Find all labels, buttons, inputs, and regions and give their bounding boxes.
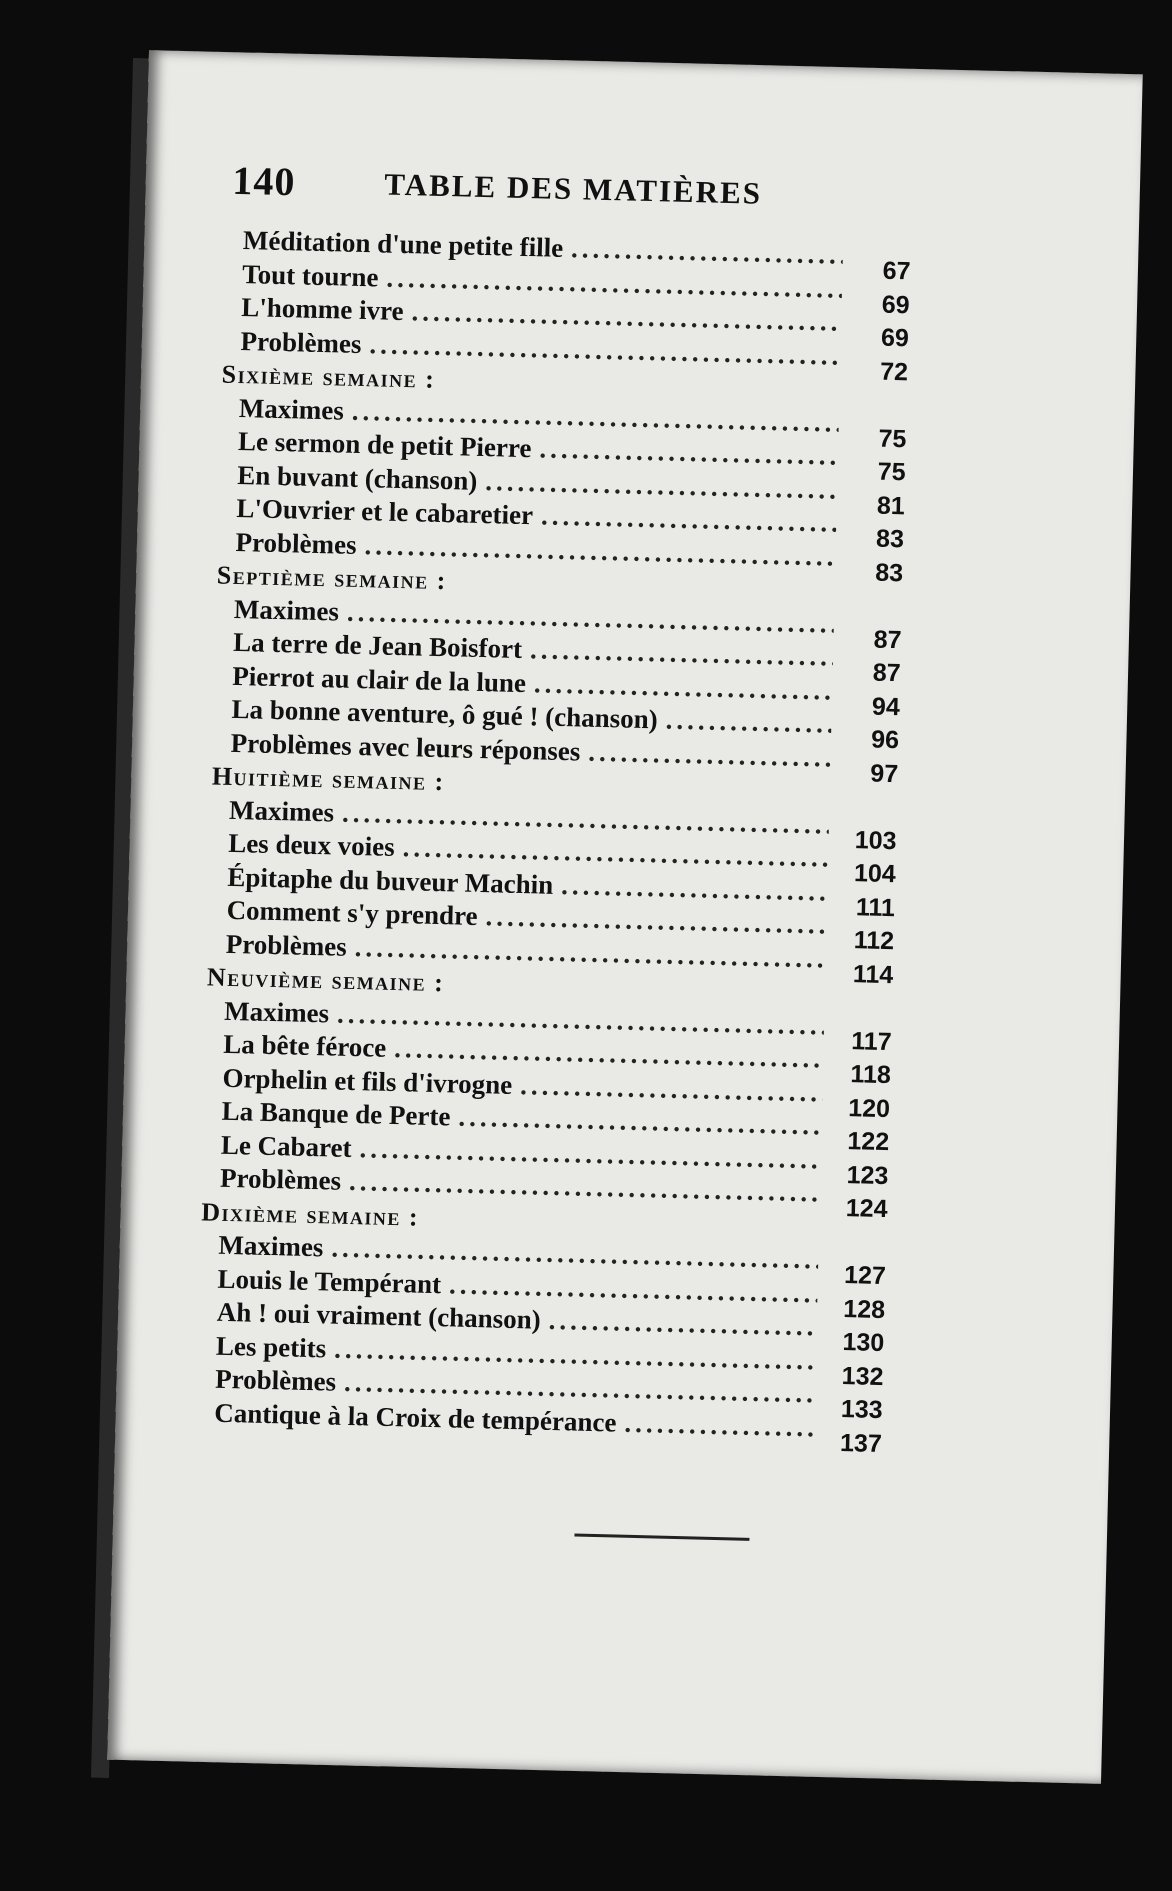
toc-entry-page: 120 — [847, 1093, 891, 1123]
toc-entry-title: Cantique à la Croix de tempérance — [214, 1397, 617, 1438]
toc-entry-page: 124 — [845, 1194, 888, 1224]
toc-entry-title: Les deux voies — [227, 827, 396, 862]
toc-entry-title: L'Ouvrier et le cabaretier — [236, 492, 534, 531]
toc-entry-page: 81 — [876, 491, 906, 520]
toc-entry-title: La bonne aventure, ô gué ! (chanson) — [231, 693, 659, 735]
toc-entry-page: 112 — [853, 926, 895, 956]
toc-entry-title: Maximes — [228, 794, 335, 827]
toc-entry-title: Le sermon de petit Pierre — [237, 426, 532, 464]
toc-entry-title: Problèmes — [240, 325, 362, 359]
toc-entry-title: Maximes — [238, 392, 345, 426]
dot-leader — [624, 1406, 815, 1444]
toc-entry-title: Maximes — [218, 1229, 324, 1263]
toc-entry-page: 103 — [854, 825, 897, 855]
running-head: TABLE DES MATIÈRES — [384, 166, 763, 211]
toc-entry-page: 97 — [870, 759, 899, 788]
section-title: Neuvième semaine : — [206, 962, 445, 998]
toc-entry-title: L'homme ivre — [241, 292, 404, 326]
toc-entry-title: La bête féroce — [223, 1028, 387, 1063]
toc-entry-title: Problèmes — [225, 928, 348, 962]
toc-entry-page: 123 — [846, 1160, 889, 1190]
toc-entry-title: Les petits — [215, 1330, 327, 1363]
section-title: Huitième semaine : — [211, 761, 446, 797]
toc-entry-page: 133 — [840, 1395, 883, 1425]
toc-entry-title: Problèmes — [214, 1363, 337, 1397]
toc-entry-title: La terre de Jean Boisfort — [232, 626, 523, 664]
toc-entry-page: 137 — [839, 1428, 883, 1458]
page-number: 140 — [231, 157, 297, 205]
toc-entry-page: 67 — [882, 256, 911, 286]
toc-entry-title: Comment s'y prendre — [226, 894, 478, 931]
toc-entry-title: La Banque de Perte — [221, 1095, 451, 1132]
toc-entry-page: 75 — [877, 457, 906, 487]
toc-entry-title: Épitaphe du buveur Machin — [227, 861, 554, 900]
toc-entry-page: 72 — [879, 357, 909, 386]
toc-entry-title: Maximes — [233, 593, 340, 627]
toc-entry-page: 118 — [850, 1060, 892, 1090]
toc-entry-page: 69 — [880, 323, 910, 353]
toc-entry-page: 75 — [878, 424, 907, 453]
dot-leader — [665, 704, 831, 742]
toc-entry-page: 87 — [872, 658, 901, 688]
toc-entry-page: 83 — [874, 558, 904, 587]
section-title: Dixième semaine : — [200, 1196, 420, 1232]
toc-entry-page: 130 — [842, 1328, 885, 1358]
toc-entry-page: 127 — [843, 1261, 887, 1291]
toc-entry-title: Pierrot au clair de la lune — [232, 660, 527, 698]
toc-entry-page: 122 — [847, 1127, 890, 1157]
toc-entry-title: Ah ! oui vraiment (chanson) — [216, 1296, 542, 1335]
toc-entry-title: Problèmes avec leurs réponses — [230, 727, 581, 766]
toc-entry-title: Méditation d'une petite fille — [242, 225, 564, 263]
toc-entry-page: 114 — [852, 959, 894, 989]
toc-entry-title: Problèmes — [219, 1162, 342, 1196]
toc-entry-page: 104 — [853, 859, 897, 889]
toc-entry-title: En buvant (chanson) — [236, 459, 478, 496]
toc-entry-page: 132 — [841, 1361, 884, 1391]
page-header — [231, 157, 933, 211]
toc-entry-page: 87 — [873, 625, 902, 654]
toc-entry-page: 128 — [843, 1294, 886, 1324]
toc-entry-title: Orphelin et fils d'ivrogne — [222, 1062, 513, 1100]
toc-entry-page: 117 — [850, 1026, 892, 1056]
section-title: Septième semaine : — [216, 560, 448, 596]
closing-rule — [574, 1534, 749, 1541]
section-title: Sixième semaine : — [221, 359, 436, 394]
toc-entry-page: 94 — [871, 692, 901, 721]
toc-entry-title: Problèmes — [235, 526, 357, 560]
toc-entry-page: 96 — [870, 725, 900, 755]
toc-entry-page: 111 — [855, 892, 896, 922]
toc-entry-title: Louis le Tempérant — [217, 1263, 442, 1299]
toc-entry-title: Le Cabaret — [220, 1129, 352, 1163]
toc-entry-page: 69 — [881, 290, 910, 319]
toc-entry-title: Maximes — [223, 995, 330, 1028]
toc-entry-title: Tout tourne — [241, 258, 379, 292]
toc-entry-page: 83 — [875, 524, 905, 554]
table-of-contents — [192, 224, 911, 1458]
